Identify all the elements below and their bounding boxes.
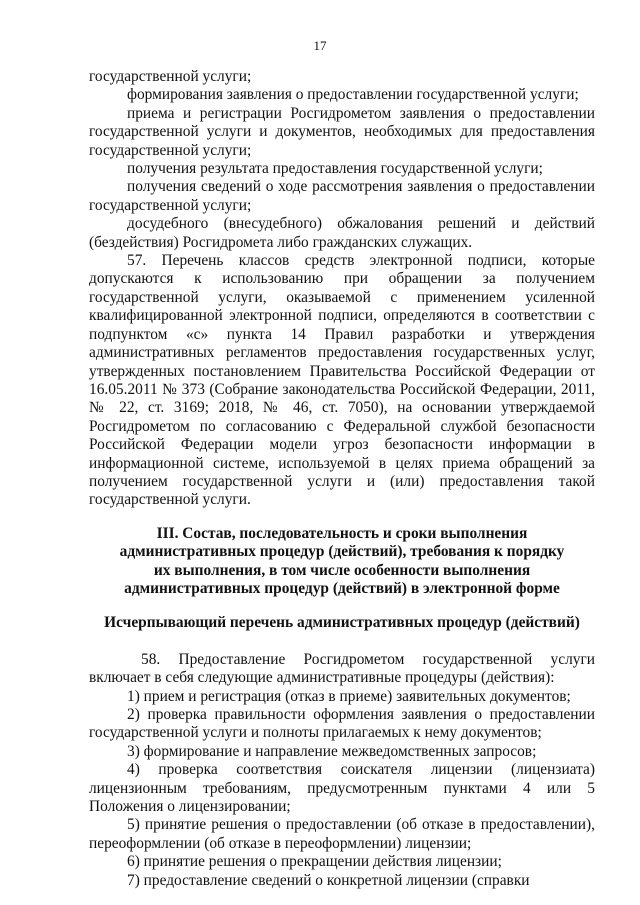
section-heading: [89, 525, 595, 599]
paragraph-58: 58. Предоставление Росгидрометом государственной услуги включает в себя следующие административные процедуры (действия):: [89, 650, 595, 687]
procedure-item: 3) формирование и направление межведомственных запросов;: [127, 742, 537, 760]
procedure-item: 5) принятие решения о предоставлении (об отказе в предоставлении), переоформлении (об отказе в переоформлении) лицензии;: [89, 816, 595, 852]
section-heading-line: их выполнения, в том числе особенности выполнения: [153, 561, 531, 579]
paragraph: получения результата предоставления государственной услуги;: [127, 160, 543, 178]
procedure-item: 1) прием и регистрация (отказ в приеме) заявительных документов;: [127, 687, 571, 705]
section-heading-line: административных процедур (действий), требования к порядку: [119, 543, 565, 561]
paragraph-57: 57. Перечень классов средств электронной подписи, которые допускаются к использованию при обращении за получением государственной услуги, оказываемой с применением усиленной квалифицированной электронной подписи, определяются в соответствии с подпунктом «с» пункта 14 Правил разработки и утверждения административных регламентов предоставления государственных услуг, утвержденных постановлением Правительства Российской Федерации от 16.05.2011 № 373 (Собрание законодательства Российской Федерации, 2011, № 22, ст. 3169; 2018, № 46, ст. 7050), на основании утверждаемой Росгидрометом по согласованию с Федеральной службой безопасности Российской Федерации модели угроз безопасности информации в информационной системе, используемой в целях приема обращений за получением государственной услуги и (или) предоставления такой государственной услуги.: [89, 252, 595, 509]
paragraph: формирования заявления о предоставлении государственной услуги;: [127, 86, 579, 104]
paragraph: досудебного (внесудебного) обжалования решений и действий (бездействия) Росгидромета либо гражданских служащих.: [89, 215, 595, 251]
paragraph: приема и регистрации Росгидрометом заявления о предоставлении государственной услуги и документов, необходимых для предоставления государственной услуги;: [89, 104, 595, 159]
procedure-item: 6) принятие решения о прекращении действия лицензии;: [127, 853, 502, 871]
procedure-item: 7) предоставление сведений о конкретной лицензии (справки: [127, 871, 530, 889]
document-body: [89, 68, 595, 890]
subheading: Исчерпывающий перечень административных процедур (действий): [104, 614, 580, 632]
paragraph: государственной услуги;: [89, 68, 252, 85]
paragraph: получения сведений о ходе рассмотрения заявления о предоставлении государственной услуги;: [89, 178, 595, 214]
section-heading-line: III. Состав, последовательность и сроки выполнения: [156, 524, 528, 542]
page-number: 17: [313, 38, 327, 53]
procedure-item: 4) проверка соответствия соискателя лицензии (лицензиата) лицензионным требованиям, предусмотренным пунктами 4 или 5 Положения о лицензировании;: [89, 761, 595, 816]
section-heading-line: административных процедур (действий) в электронной форме: [124, 579, 560, 597]
procedure-item: 2) проверка правильности оформления заявления о предоставлении государственной услуги и полноты прилагаемых к нему документов;: [89, 706, 595, 742]
